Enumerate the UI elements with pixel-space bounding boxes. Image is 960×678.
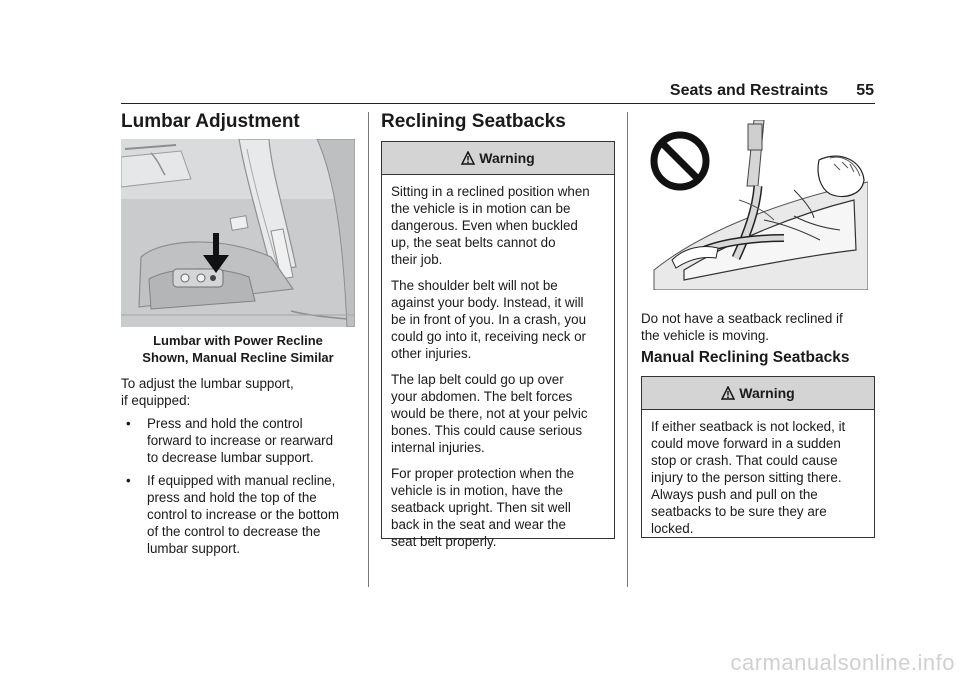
warning-paragraph	[391, 183, 605, 268]
text-line: bones. This could cause serious	[391, 423, 583, 438]
warning-header	[382, 142, 614, 175]
text-line: stop or crash. That could cause	[651, 453, 838, 468]
text-line: be in front of you. In a crash, you	[391, 312, 587, 327]
column-divider-1	[368, 112, 369, 587]
text-line: Press and hold the control	[147, 416, 303, 431]
text-line: could move forward in a sudden	[651, 436, 841, 451]
text-line: For proper protection when the	[391, 466, 575, 481]
caption-line: Lumbar with Power Recline	[153, 333, 323, 348]
text-line: Sitting in a reclined position when	[391, 184, 590, 199]
section-title: Seats and Restraints	[669, 82, 829, 99]
warning-box-reclining	[381, 141, 615, 549]
caption-line: Shown, Manual Recline Similar	[142, 350, 334, 365]
lumbar-seat-figure	[121, 139, 355, 327]
seatback-note	[641, 310, 881, 344]
text-line: injury to the person sitting there.	[651, 470, 842, 485]
text-line: Do not have a seatback reclined if	[641, 311, 843, 326]
text-line: control to increase or the bottom	[147, 507, 340, 522]
text-line: The lap belt could go up over	[391, 372, 564, 387]
running-header	[0, 82, 874, 104]
text-line: seat belt properly.	[391, 534, 497, 549]
text-line: other injuries.	[391, 346, 472, 361]
figure-caption	[121, 332, 355, 366]
text-line: vehicle is in motion, have the	[391, 483, 563, 498]
seat-illustration	[121, 139, 355, 327]
warning-paragraph	[391, 277, 605, 362]
text-line: back in the seat and wear the	[391, 517, 566, 532]
text-line: would be there, not at your pelvic	[391, 406, 588, 421]
text-line: seatbacks to be sure they are	[651, 504, 827, 519]
reclining-seatbacks-heading: Reclining Seatbacks	[381, 111, 566, 132]
bullet-mark: •	[126, 473, 131, 488]
warning-paragraph	[391, 371, 605, 456]
text-line: dangerous. Even when buckled	[391, 218, 578, 233]
manual-reclining-heading: Manual Reclining Seatbacks	[641, 349, 850, 366]
warning-triangle-icon	[461, 151, 475, 165]
reclined-passenger-figure	[644, 120, 868, 290]
text-line: internal injuries.	[391, 440, 485, 455]
watermark[interactable]: carmanualsonline.info	[730, 650, 955, 675]
bullet-item	[126, 415, 362, 475]
text-line: of the control to decrease the	[147, 524, 321, 539]
text-line: the vehicle is moving.	[641, 328, 770, 343]
text-line: locked.	[651, 521, 694, 536]
warning-paragraph	[391, 465, 605, 550]
bullet-item	[126, 472, 362, 562]
column-divider-2	[627, 112, 628, 587]
text-line: Always push and pull on the	[651, 487, 818, 502]
text-line: to decrease lumbar support.	[147, 450, 314, 465]
header-rule	[121, 103, 875, 104]
reclined-passenger-illustration	[644, 120, 868, 290]
text-line: their job.	[391, 252, 443, 267]
page-number: 55	[856, 82, 874, 99]
text-line: If equipped with manual recline,	[147, 473, 336, 488]
warning-paragraph	[651, 418, 865, 537]
text-line: seatback upright. Then sit well	[391, 500, 571, 515]
text-line: The shoulder belt will not be	[391, 278, 558, 293]
warning-label: Warning	[739, 385, 795, 401]
text-line: could go into it, receiving neck or	[391, 329, 587, 344]
lumbar-adjustment-heading: Lumbar Adjustment	[121, 111, 300, 132]
text-line: if equipped:	[121, 393, 191, 408]
text-line: If either seatback is not locked, it	[651, 419, 846, 434]
text-line: up, the seat belts cannot do	[391, 235, 556, 250]
text-line: forward to increase or rearward	[147, 433, 334, 448]
warning-box-manual	[641, 376, 875, 538]
text-line: your abdomen. The belt forces	[391, 389, 573, 404]
warning-header	[642, 377, 874, 410]
text-line: against your body. Instead, it will	[391, 295, 584, 310]
bullet-mark: •	[126, 416, 131, 431]
text-line: the vehicle is in motion can be	[391, 201, 571, 216]
text-line: To adjust the lumbar support,	[121, 376, 294, 391]
warning-triangle-icon	[721, 386, 735, 400]
warning-label: Warning	[479, 150, 535, 166]
text-line: lumbar support.	[147, 541, 241, 556]
lumbar-intro	[121, 375, 361, 409]
text-line: press and hold the top of the	[147, 490, 317, 505]
